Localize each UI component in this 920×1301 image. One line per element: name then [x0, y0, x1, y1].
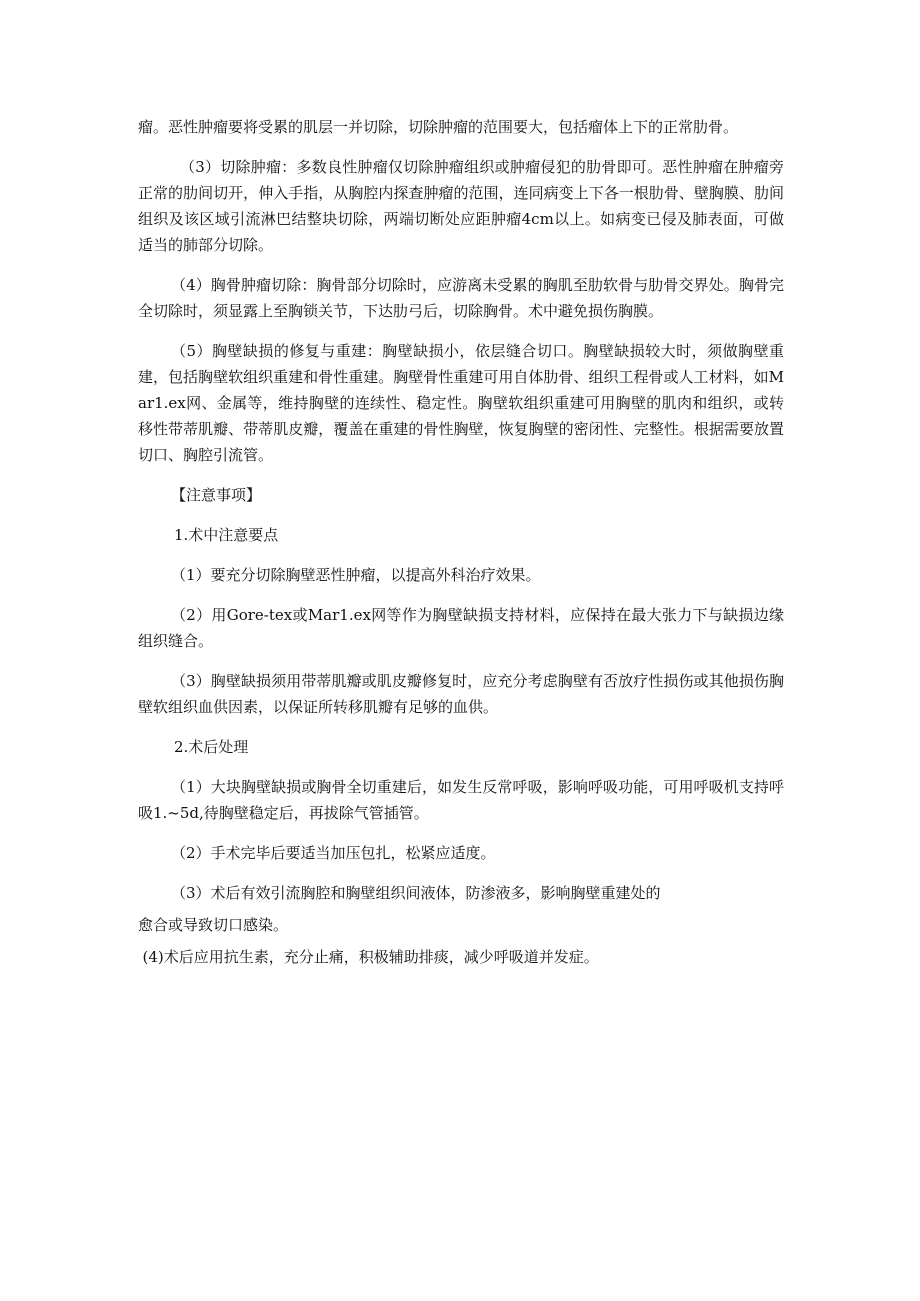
paragraph-intraop-point-2: （2）用Gore-tex或Mar1.ex网等作为胸壁缺损支持材料，应保持在最大张力下与缺损边缘组织缝合。 — [138, 606, 784, 650]
paragraph-step-3-tumor-resection: （3）切除肿瘤：多数良性肿瘤仅切除肿瘤组织或肿瘤侵犯的肋骨即可。恶性肿瘤在肿瘤旁正常的肋间切开，伸入手指，从胸腔内探查肿瘤的范围，连同病变上下各一根肋骨、壁胸膜、肋间组织及该区域引流淋巴结整块切除，两端切断处应距肿瘤4cm以上。如病变已侵及肺表面，可做适当的肺部分切除。 — [138, 158, 784, 254]
paragraph-step-4-sternal-resection: （4）胸骨肿瘤切除：胸骨部分切除时，应游离未受累的胸肌至肋软骨与肋骨交界处。胸骨完全切除时，须显露上至胸锁关节，下达肋弓后，切除胸骨。术中避免损伤胸膜。 — [138, 276, 784, 320]
paragraph-postop-point-2: （2）手术完毕后要适当加压包扎，松紧应适度。 — [171, 844, 496, 862]
paragraph-postop-point-1: （1）大块胸壁缺损或胸骨全切重建后，如发生反常呼吸，影响呼吸功能，可用呼吸机支持呼吸1.~5d,待胸壁稳定后，再拔除气管插管。 — [138, 778, 784, 822]
paragraph-postop-point-3: （3）术后有效引流胸腔和胸壁组织间液体，防渗液多，影响胸壁重建处的 — [171, 884, 661, 902]
paragraph-postop-point-3-continuation: 愈合或导致切口感染。 — [138, 916, 289, 934]
section-heading-precautions: 【注意事项】 — [171, 486, 262, 504]
paragraph-intraop-point-1: （1）要充分切除胸壁恶性肿瘤，以提高外科治疗效果。 — [171, 566, 541, 584]
paragraph-tumor-continuation: 瘤。恶性肿瘤要将受累的肌层一并切除，切除肿瘤的范围要大，包括瘤体上下的正常肋骨。 — [138, 118, 739, 136]
document-page — [138, 114, 784, 984]
subheading-postoperative-care: 2.术后处理 — [174, 738, 249, 756]
paragraph-step-5-chest-wall-reconstruction: （5）胸壁缺损的修复与重建：胸壁缺损小，依层缝合切口。胸壁缺损较大时，须做胸壁重建，包括胸壁软组织重建和骨性重建。胸壁骨性重建可用自体肋骨、组织工程骨或人工材料，如Mar1.ex网、金属等，维持胸壁的连续性、稳定性。胸壁软组织重建可用胸壁的肌肉和组织，或转移性带蒂肌瓣、带蒂肌皮瓣，覆盖在重建的骨性胸壁，恢复胸壁的密闭性、完整性。根据需要放置切口、胸腔引流管。 — [138, 342, 784, 464]
paragraph-intraop-point-3: （3）胸壁缺损须用带蒂肌瓣或肌皮瓣修复时，应充分考虑胸壁有否放疗性损伤或其他损伤胸壁软组织血供因素，以保证所转移肌瓣有足够的血供。 — [138, 672, 784, 716]
paragraph-postop-point-4: (4)术后应用抗生素，充分止痛，积极辅助排痰，减少呼吸道并发症。 — [142, 948, 599, 966]
subheading-intraoperative-points: 1.术中注意要点 — [174, 526, 279, 544]
